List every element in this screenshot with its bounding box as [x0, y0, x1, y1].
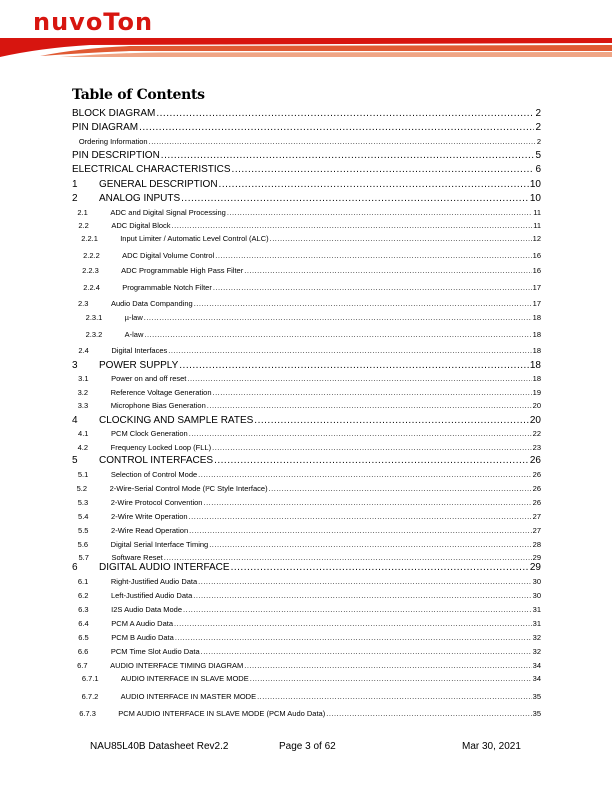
toc-entry[interactable] — [72, 692, 541, 701]
toc-entry-number: 6.1 — [77, 577, 89, 586]
toc-entry-number: 5.7 — [78, 553, 89, 562]
toc-entry-page: 28 — [532, 540, 541, 549]
toc-entry-number: 5.1 — [77, 470, 89, 479]
toc-entry-number: 5.6 — [77, 540, 89, 549]
toc-entry-number: 5.3 — [77, 498, 89, 507]
toc-entry-number: 4.1 — [78, 429, 89, 438]
toc-entry-title: AUDIO INTERFACE TIMING DIAGRAM — [110, 661, 244, 670]
toc-title: Table of Contents — [72, 87, 205, 103]
toc-dot-leader — [326, 709, 531, 718]
toc-entry-number: 3 — [72, 360, 78, 371]
toc-entry-number: 6.7.2 — [81, 692, 99, 701]
toc-entry-page: 12 — [532, 234, 541, 243]
toc-entry[interactable] — [72, 470, 541, 479]
toc-dot-leader — [232, 164, 535, 175]
toc-entry-title: ANALOG INPUTS — [99, 193, 181, 204]
toc-dot-leader — [198, 470, 531, 479]
toc-entry-title: AUDIO INTERFACE IN MASTER MODE — [120, 692, 257, 701]
toc-entry-title: Digital Serial Interface Timing — [110, 540, 209, 549]
toc-dot-leader — [168, 346, 531, 355]
toc-entry-page: 10 — [529, 179, 541, 190]
toc-entry-page: 29 — [532, 553, 541, 562]
footer-document-name: NAU85L40B Datasheet Rev2.2 — [90, 741, 229, 752]
toc-entry[interactable] — [72, 540, 541, 549]
toc-entry-number: 5.4 — [78, 512, 89, 521]
toc-entry-page: 23 — [532, 443, 541, 452]
toc-entry-page: 17 — [532, 299, 541, 308]
toc-entry-title: GENERAL DESCRIPTION — [99, 179, 218, 190]
toc-entry-title: Frequency Locked Loop (FLL) — [110, 443, 212, 452]
toc-entry[interactable] — [72, 577, 541, 586]
toc-entry-title: Software Reset — [111, 553, 163, 562]
toc-dot-leader — [254, 415, 529, 426]
toc-dot-leader — [213, 283, 532, 292]
toc-dot-leader — [219, 179, 529, 190]
toc-dot-leader — [269, 484, 532, 493]
toc-entry-number: 3.3 — [77, 401, 89, 410]
footer-page-number: Page 3 of 62 — [279, 741, 336, 752]
toc-entry-page: 18 — [532, 346, 541, 355]
toc-entry-title: Microphone Bias Generation — [110, 401, 206, 410]
toc-entry-number: 2.3.2 — [85, 330, 103, 339]
toc-dot-leader — [179, 360, 529, 371]
toc-entry-title: PCM AUDIO INTERFACE IN SLAVE MODE (PCM Audo Data) — [118, 709, 326, 718]
toc-entry[interactable] — [72, 283, 541, 292]
toc-entry-page: 34 — [532, 661, 541, 670]
toc-entry[interactable] — [72, 415, 541, 426]
toc-dot-leader — [181, 193, 529, 204]
header-banner — [0, 36, 612, 60]
toc-entry[interactable] — [72, 360, 541, 371]
toc-entry[interactable] — [72, 388, 541, 397]
toc-entry-page: 18 — [532, 374, 541, 383]
toc-entry-number: 2 — [72, 193, 78, 204]
toc-entry[interactable] — [72, 633, 541, 642]
toc-entry-title: PCM Time Slot Audio Data — [110, 647, 200, 656]
toc-entry-page: 2 — [535, 108, 541, 119]
toc-entry-number: 6.2 — [77, 591, 89, 600]
toc-entry-number: 5.5 — [78, 526, 89, 535]
toc-entry-title: Reference Voltage Generation — [110, 388, 212, 397]
toc-entry-number: 6.4 — [78, 619, 89, 628]
toc-entry-page: 26 — [532, 498, 541, 507]
toc-entry[interactable] — [72, 193, 541, 204]
toc-entry-number: 6.7.3 — [79, 709, 96, 718]
toc-entry-title: PCM B Audio Data — [111, 633, 174, 642]
toc-entry-title: 2-Wire Protocol Convention — [110, 498, 203, 507]
toc-entry-title: AUDIO INTERFACE IN SLAVE MODE — [120, 674, 249, 683]
toc-entry-title: POWER SUPPLY — [99, 360, 179, 371]
toc-entry[interactable] — [72, 150, 541, 161]
toc-dot-leader — [201, 647, 532, 656]
toc-entry-title: Digital Interfaces — [111, 346, 168, 355]
toc-entry-title: BLOCK DIAGRAM — [72, 108, 156, 119]
toc-entry[interactable] — [72, 526, 541, 535]
toc-entry-title: PCM A Audio Data — [111, 619, 173, 628]
toc-entry[interactable] — [72, 498, 541, 507]
toc-entry-number: 6.5 — [78, 633, 89, 642]
toc-entry-page: 16 — [532, 251, 541, 260]
toc-entry[interactable] — [72, 374, 541, 383]
toc-entry-page: 32 — [532, 633, 541, 642]
toc-entry-title: PCM Clock Generation — [111, 429, 188, 438]
toc-entry-number: 3.1 — [78, 374, 89, 383]
toc-entry-page: 35 — [532, 692, 541, 701]
toc-entry-page: 16 — [532, 266, 541, 275]
toc-entry[interactable] — [72, 591, 541, 600]
toc-entry-page: 29 — [529, 562, 541, 573]
toc-entry-page: 34 — [532, 674, 541, 683]
nuvoton-logo — [33, 10, 183, 34]
toc-entry-page: 18 — [532, 330, 541, 339]
toc-entry-number: 2.2.2 — [83, 251, 100, 260]
toc-entry-number: 4 — [72, 415, 78, 426]
toc-entry-page: 32 — [532, 647, 541, 656]
toc-entry[interactable] — [72, 122, 541, 133]
toc-entry-page: 30 — [532, 591, 541, 600]
toc-entry-title: Selection of Control Mode — [110, 470, 198, 479]
toc-entry-title: 2-Wire Write Operation — [111, 512, 188, 521]
toc-dot-leader — [215, 251, 531, 260]
toc-entry-page: 30 — [532, 577, 541, 586]
toc-entry-number: 2.4 — [78, 346, 89, 355]
toc-entry-page: 17 — [532, 283, 541, 292]
toc-entry-page: 27 — [532, 512, 541, 521]
toc-entry-title: ADC Digital Volume Control — [122, 251, 215, 260]
toc-entry[interactable] — [72, 266, 541, 275]
toc-dot-leader — [198, 577, 531, 586]
toc-entry-page: 2 — [535, 122, 541, 133]
toc-entry-number: 6.3 — [78, 605, 89, 614]
toc-dot-leader — [189, 512, 532, 521]
toc-dot-leader — [175, 633, 532, 642]
toc-entry-number: 2.3 — [77, 299, 89, 308]
toc-entry-page: 19 — [532, 388, 541, 397]
toc-dot-leader — [172, 221, 533, 230]
toc-dot-leader — [189, 429, 532, 438]
toc-entry-page: 27 — [532, 526, 541, 535]
toc-dot-leader — [214, 455, 529, 466]
toc-entry-page: 22 — [532, 429, 541, 438]
toc-entry-title: Input Limiter / Automatic Level Control (ALC) — [120, 234, 269, 243]
toc-dot-leader — [203, 498, 531, 507]
toc-entry-number: 4.2 — [77, 443, 89, 452]
toc-dot-leader — [183, 605, 532, 614]
toc-entry-number: 1 — [72, 179, 78, 190]
toc-entry[interactable] — [72, 221, 541, 230]
toc-entry-title: PIN DIAGRAM — [72, 122, 139, 133]
toc-entry-page: 18 — [532, 313, 541, 322]
toc-dot-leader — [231, 562, 529, 573]
toc-entry-number: 2.2.4 — [83, 283, 100, 292]
toc-entry-title: ADC Digital Block — [111, 221, 171, 230]
toc-entry-title: Left-Justified Audio Data — [110, 591, 193, 600]
toc-dot-leader — [144, 330, 531, 339]
toc-dot-leader — [189, 526, 532, 535]
toc-entry[interactable] — [72, 647, 541, 656]
toc-entry[interactable] — [72, 562, 541, 573]
toc-entry-title: 2-Wire Read Operation — [111, 526, 189, 535]
toc-dot-leader — [250, 674, 532, 683]
toc-dot-leader — [213, 388, 532, 397]
toc-dot-leader — [139, 122, 534, 133]
toc-entry[interactable] — [72, 455, 541, 466]
toc-entry-page: 5 — [535, 150, 541, 161]
banner-stripe-peach — [60, 52, 612, 57]
toc-entry-title: CONTROL INTERFACES — [99, 455, 214, 466]
toc-entry-title: Audio Data Companding — [110, 299, 193, 308]
toc-entry[interactable] — [72, 605, 541, 614]
toc-entry-title: ELECTRICAL CHARACTERISTICS — [72, 164, 231, 175]
toc-dot-leader — [212, 443, 532, 452]
toc-dot-leader — [270, 234, 532, 243]
toc-dot-leader — [144, 313, 532, 322]
toc-entry-number: 6.6 — [77, 647, 89, 656]
toc-entry[interactable] — [72, 234, 541, 243]
toc-dot-leader — [244, 266, 531, 275]
toc-entry[interactable] — [72, 443, 541, 452]
toc-entry[interactable] — [72, 137, 541, 146]
toc-entry-page: 2 — [536, 137, 541, 146]
toc-entry-title: Power on and off reset — [111, 374, 187, 383]
toc-entry-page: 20 — [532, 401, 541, 410]
toc-dot-leader — [257, 692, 532, 701]
toc-entry-number: 6.7 — [77, 661, 88, 670]
toc-entry[interactable] — [72, 108, 541, 119]
toc-dot-leader — [207, 401, 532, 410]
toc-dot-leader — [156, 108, 534, 119]
toc-entry-number: 2.1 — [77, 208, 88, 217]
toc-entry[interactable] — [72, 346, 541, 355]
toc-dot-leader — [227, 208, 532, 217]
toc-dot-leader — [161, 150, 535, 161]
toc-entry[interactable] — [72, 179, 541, 190]
toc-entry[interactable] — [72, 674, 541, 683]
toc-entry-number: 2.2 — [78, 221, 89, 230]
toc-entry-page: 20 — [529, 415, 541, 426]
toc-entry[interactable] — [72, 401, 541, 410]
toc-dot-leader — [193, 591, 531, 600]
logo-text: nuvoTon — [33, 10, 154, 34]
toc-entry-page: 11 — [533, 221, 541, 230]
toc-entry[interactable] — [72, 553, 541, 562]
toc-entry-title: Programmable Notch Filter — [122, 283, 212, 292]
toc-entry[interactable] — [72, 313, 541, 322]
footer-date: Mar 30, 2021 — [462, 741, 521, 752]
toc-entry-page: 31 — [532, 605, 541, 614]
toc-entry-number: 3.2 — [77, 388, 89, 397]
toc-entry-title: CLOCKING AND SAMPLE RATES — [99, 415, 254, 426]
toc-entry-title: 2-Wire-Serial Control Mode (I²C Style Interface) — [109, 484, 268, 493]
toc-entry-title: PIN DESCRIPTION — [72, 150, 160, 161]
toc-entry-title: DIGITAL AUDIO INTERFACE — [99, 562, 230, 573]
toc-dot-leader — [209, 540, 531, 549]
toc-entry-page: 11 — [533, 208, 541, 217]
toc-entry-number: 2.2.3 — [82, 266, 99, 275]
toc-dot-leader — [187, 374, 531, 383]
toc-entry[interactable] — [72, 484, 541, 493]
toc-entry[interactable] — [72, 619, 541, 628]
toc-entry-page: 31 — [532, 619, 541, 628]
toc-entry-number: 2.2.1 — [81, 234, 98, 243]
toc-dot-leader — [174, 619, 532, 628]
toc-entry-title: I2S Audio Data Mode — [111, 605, 183, 614]
toc-dot-leader — [149, 137, 536, 146]
toc-entry[interactable] — [72, 251, 541, 260]
toc-entry-title: A-law — [124, 330, 144, 339]
toc-entry-number: 2.3.1 — [85, 313, 103, 322]
toc-entry[interactable] — [72, 709, 541, 718]
toc-entry[interactable] — [72, 512, 541, 521]
toc-entry[interactable] — [72, 208, 541, 217]
toc-entry[interactable] — [72, 299, 541, 308]
toc-entry-title: ADC and Digital Signal Processing — [110, 208, 226, 217]
toc-entry-page: 18 — [529, 360, 541, 371]
toc-entry-page: 26 — [532, 484, 541, 493]
toc-entry-page: 26 — [532, 470, 541, 479]
toc-entry-page: 6 — [535, 164, 541, 175]
toc-dot-leader — [244, 661, 531, 670]
toc-entry-title: Right-Justified Audio Data — [110, 577, 198, 586]
toc-entry[interactable] — [72, 164, 541, 175]
toc-entry[interactable] — [72, 661, 541, 670]
toc-entry-page: 26 — [529, 455, 541, 466]
toc-entry-page: 10 — [529, 193, 541, 204]
toc-dot-leader — [194, 299, 532, 308]
toc-entry-page: 35 — [532, 709, 541, 718]
toc-entry[interactable] — [72, 429, 541, 438]
toc-entry-number: 6 — [72, 562, 78, 573]
toc-entry-number: 6.7.1 — [81, 674, 99, 683]
toc-dot-leader — [164, 553, 532, 562]
toc-entry[interactable] — [72, 330, 541, 339]
toc-entry-number: 5.2 — [76, 484, 88, 493]
toc-entry-number: 5 — [72, 455, 78, 466]
toc-entry-title: Ordering Information — [78, 137, 148, 146]
toc-entry-title: ADC Programmable High Pass Filter — [121, 266, 244, 275]
toc-entry-title: µ-law — [124, 313, 143, 322]
